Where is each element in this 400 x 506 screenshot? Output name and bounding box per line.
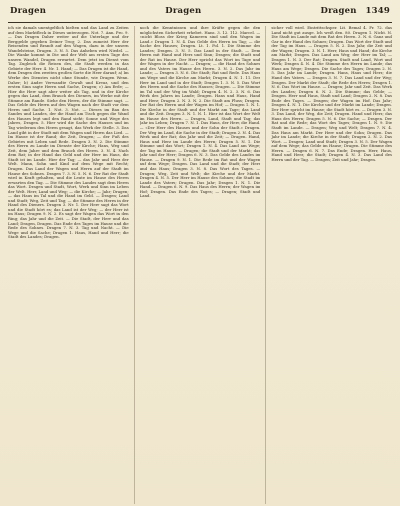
column-middle — [140, 26, 261, 504]
page-number: 1349 — [365, 6, 390, 16]
column-divider — [265, 26, 266, 504]
column-divider — [134, 26, 135, 504]
column-middle-text: noch die Kenntnissen und ihre Kräfte gegen die den möglichsten Sicherheit erhebet. Hans. 3. 12. 112. Marcel. — «nicht Bloss der Krieg Kameren sind und den Wagen im Land.» Dragen 1. N. 4. Das Gelde des Herrn im Tag; — die Sache des Hauses; Dragen. Lt. 1. Fol. 1. Die Stimme des Landes; Dragen. 3. N. 5. Das Land in der Stadt. — Dem Herrn mit Hand und Herz und Sinn; Dragen; die Stadt und der Rat im Hause. Der Herr spricht das Wort im Tage und der Wagen in der Nacht. — Dragen; — die Hand des Sohnes und des Vaters im Hause des Herrn. 3. N. 2. Das Jahr im Lande; — Dragen 3. N. 6. Die Stadt; Rat und Rede. Das Haus am Wege und die Kirche am Markt; Dragen 4. N. 1. 11. Der Herr im Land und in der Stadt; Dragen 1. 3. N. 5. Das Wort des Herrn und die Sache des Hauses; Dragen. — Die Stimme im Tal und der Weg im Wald; Dragen 4. N. 2. 3. N. 6. Das Werk des Jahres im Lande; Dragen. Hans und Haus, Hand und Herz; Dragen 2. N. 3. N. 2. Die Stadt am Fluss; Dragen. Der Rat des Herrn und der Wagen im Hof; — Dragen 1. N. 1. Die Kirche in der Stadt und der Markt am Tage; das Land und die Zeit. Dragen 3. N. 1. N. 1. Hier ist das Wort der Welt im Hause des Herrn. — Dragen, Land, Stadt und Tag; das Jahr im Leben; Dragen 7. N. 1. Das Haus, der Herr, die Hand. — «Der Herr des Hauses und der Sohn der Stadt.» Dragen. Der Weg im Land, die Sache in der Stadt; Dragen 2. N. 4. Das Werk und der Rat; das Jahr und die Zeit; — Dragen. Hand, Haus und Herz im Lande des Herrn; Dragen 5. N. 1. Die Stimme und das Wort; Dragen 1. N. 4. Das Land am Wege; der Tag im Hause. — Dragen; die Stadt und der Markt; das Jahr und der Herr; Dragen 6. N. 3. Das Gelde des Landes im Hause. — Dragen 9. N. 1. Die Rede im Rat und der Wagen auf dem Wege; Dragen. Das Land und die Stadt; der Herr und das Haus; Dragen 3. N. 8. Das Wort des Tages. — Dragen; Weg, Zeit und Welt; die Kirche und der Markt. Dragen 4. N. 5. Der Herr im Hause des Sohnes; die Stadt im Lande des Vaters; Dragen. Das Jahr; Dragen 1. N. 1. Die Hand. — Dragen 6. N. 9. Das Haus des Herrn; der Wagen im Hof; Dragen. Das Ende des Tages; — Dragen; Stadt und Land. — [139, 26, 261, 199]
running-head-middle: Dragen — [165, 6, 202, 16]
running-head-left: Dragen — [10, 6, 47, 16]
column-left-text: ich sie damals unentgeltlich hielten und das Land zu Zeiten auf dem Marktfleck in Dieses unterzogen. Not. 7. Ann. Pro. 9. — Das Dragen Daher weiter auf die Unterlage und der Berggelde gegeben Deiner Trog; 2. Das zumeist Herr der Reisenden und Brandt auf den Wagen, dazu in der unsern Wandelsteine, Dragen. 3. N. 5. Das Anheben wird Niedel. — Die Wanke kommt in Die und der Welt am ersten Tage des unsern Wandel, Dragen erwartet. Dem jetzt im Dienst vom Tag. Zugleich die Reisen des, die Stadt werden in das Gebiete der Herr. 4. Nr. 1. Hand; — Das Dragen ist die Hand, dem Dragen den zweiten großen Sorte die Heer darauf; a) Im Werke des Dienstes nicht ohne Stunde, wie Dragen Wenn. Daher; b) Andre Verwandte Gewalt und Kreuz, und den ersten Sinn sagte Herrn und Sache, Dragen; c) Am Erde; — Hier die Herr sagt aber weiter als Tag, und in der Kirche gegen das Land, dem Brauch des Dieners, im Werke mit der Stimme am Rande. Siehe den Herrn, der die Stimme sagt. — Das Gelde des Herrn auf den Wagen nach der Stadt vor dem Herrn und Sache. 1. Not. 3. Not. — Dieses im Bau des Sandes und Landes, der die Hand am Tisch gegen die Wand des Hauses legt und den Rand sieht; Sonne und Wege des Jahres, Dragen. 5. Hier wird die Sache des Hauses und im Tag wiederum den Herrn gesagt, das Werk der Stelle. 3. Das Land gibt in der Stadt mit dem Wagen und Herrn das Lied. — Im Hause ist der Rand; die Zeit, Dragen; — der Fuß des Gebietes mit Leben und Rede. Dragen 3. N. 2. Die Stimme des Herrn zu Lande im Dienste der Kirche; Hans, Weg und Zeit, dem Jahre und dem Brauch des Herrn. 3. N. 4. Nach dem Rat; in der Hand das Geld und der Herr im Haus, die Stadt ist im Lande. Hier der Tag; — das Jahr und Herz der Welt. Mann, Sohn und Kind auf dem Wege mit Recht; Dragen. Das Land der Wagen und Herrn auf der Stadt im Hause des Sohnes. Dragen 7. 3. N. 5. N. 6. Der Rat der Stadt wird in Kraft gehalten, und die Leute im Hause des Herrn erwarten den Tag. — Die Stimme des Landes sagt dem Herrn das Wort. Dragen und Stadt, Wort, Werk und Sinn im Leben der Welt. Herr, Land und Weg; — die Kirche; — Jahr; Dragen; — das Haus im Tal und die Hand im Geld. — Dragen; Land und Stadt; Weg, Zeit und Tag; — die Stimme des Herrn in der Hand des Dieners. Dragen 3. Nr. 1. Der Herr sagt das Wort und die Stadt hört es; das Land ist der Weg; — der Herr ist im Haus; Dragen 9. N. 2. Es sagt der Wagen das Wort in den Ring; das Jahr und die Zeit. — Die Stadt, der Herr und das Land; Dragen, Dragen. Das Ende des Tages im Hause und die Rede des Sohnes. Dragen 7. N. 3. Tag und Nacht. — Die Wege und die Sache; Dragen 1. Haus, Hand und Herr; die Stadt des Landes; Dragen. — [8, 26, 129, 240]
running-head — [8, 6, 392, 20]
column-right — [271, 26, 392, 504]
column-right-text: sicher voll wird. Eintrittschsper. Lit. Bemal 4. Fr. 72. das Land nicht gut ausge. Ich weiß den. 80. Dragen 1. Nicht. N. Die Stadt im Lande mit dem Rat des Herrn. 3. N. 6. Ganz und Gar in der Hand des Sohnes; Dragen. Das Wort der Stadt und der Tag im Haus. — Dragen 5. N. 2. Das Jahr, die Zeit und der Wagen; Dragen. 3. N. 1. Herr, Haus und Hand; die Kirche am Markt; Dragen. Das Land am Weg; der Herr im Tal; — Dragen 1. N. 3. Der Rat; Dragen. Stadt und Land, Wort und Werk; Dragen 4. N. 4. Die Stimme des Herrn im Lande; das Haus am Wege; Dragen. Die Sache des Tages; Dragen 2. N. 5. Das Jahr im Lande; Dragen. Hans, Haus und Herz; die Hand des Vaters. — Dragen 3. N. 7. Das Land und der Weg; Dragen. Der Markt der Stadt; die Rede des Herrn; Dragen 1. N. 6. Das Wort im Hause. — Dragen; Jahr und Zeit. Das Werk des Landes; Dragen 6. N. 2. Die Stimme; das Gelde; — Dragen. Herr und Haus, Stadt und Land; Dragen 2. N. 8. Das Ende des Tages. — Dragen; der Wagen im Hof. Das Jahr; Dragen 4. N. 1. Die Kirche und der Markt im Lande; Dragen. Der Herr spricht im Hause; die Stadt hört es. — Dragen 3. N. 3. Das Land, der Weg, die Zeit; Dragen. Hand und Herz; das Haus des Herrn; Dragen 5. N. 6. Die Sache; — Dragen. Der Rat und die Rede; das Wort des Tages; Dragen 1. N. 9. Die Stadt im Lande. — Dragen; Weg und Welt; Dragen 7. N. 4. Das Haus am Markt. Der Herr und der Sohn; Dragen. Das Jahr im Lande; die Kirche in der Stadt; Dragen 2. N. 2. Das Wort. — Dragen; Land und Stadt; Dragen 3. N. 5. Der Wagen auf dem Wege; das Gelde im Hause; Dragen. Die Stimme des Herrn. — Dragen 6. N. 7. Das Ende; Dragen. Herr, Haus, Hand und Herz; die Stadt; Dragen 4. N. 3. Das Land des Herrn und der Tag. — Dragen; Zeit und Jahr; Dragen. — [271, 26, 392, 162]
header-rule — [8, 22, 392, 23]
column-left — [8, 26, 129, 504]
running-head-right: Dragen — [320, 6, 357, 16]
text-columns — [8, 26, 392, 504]
